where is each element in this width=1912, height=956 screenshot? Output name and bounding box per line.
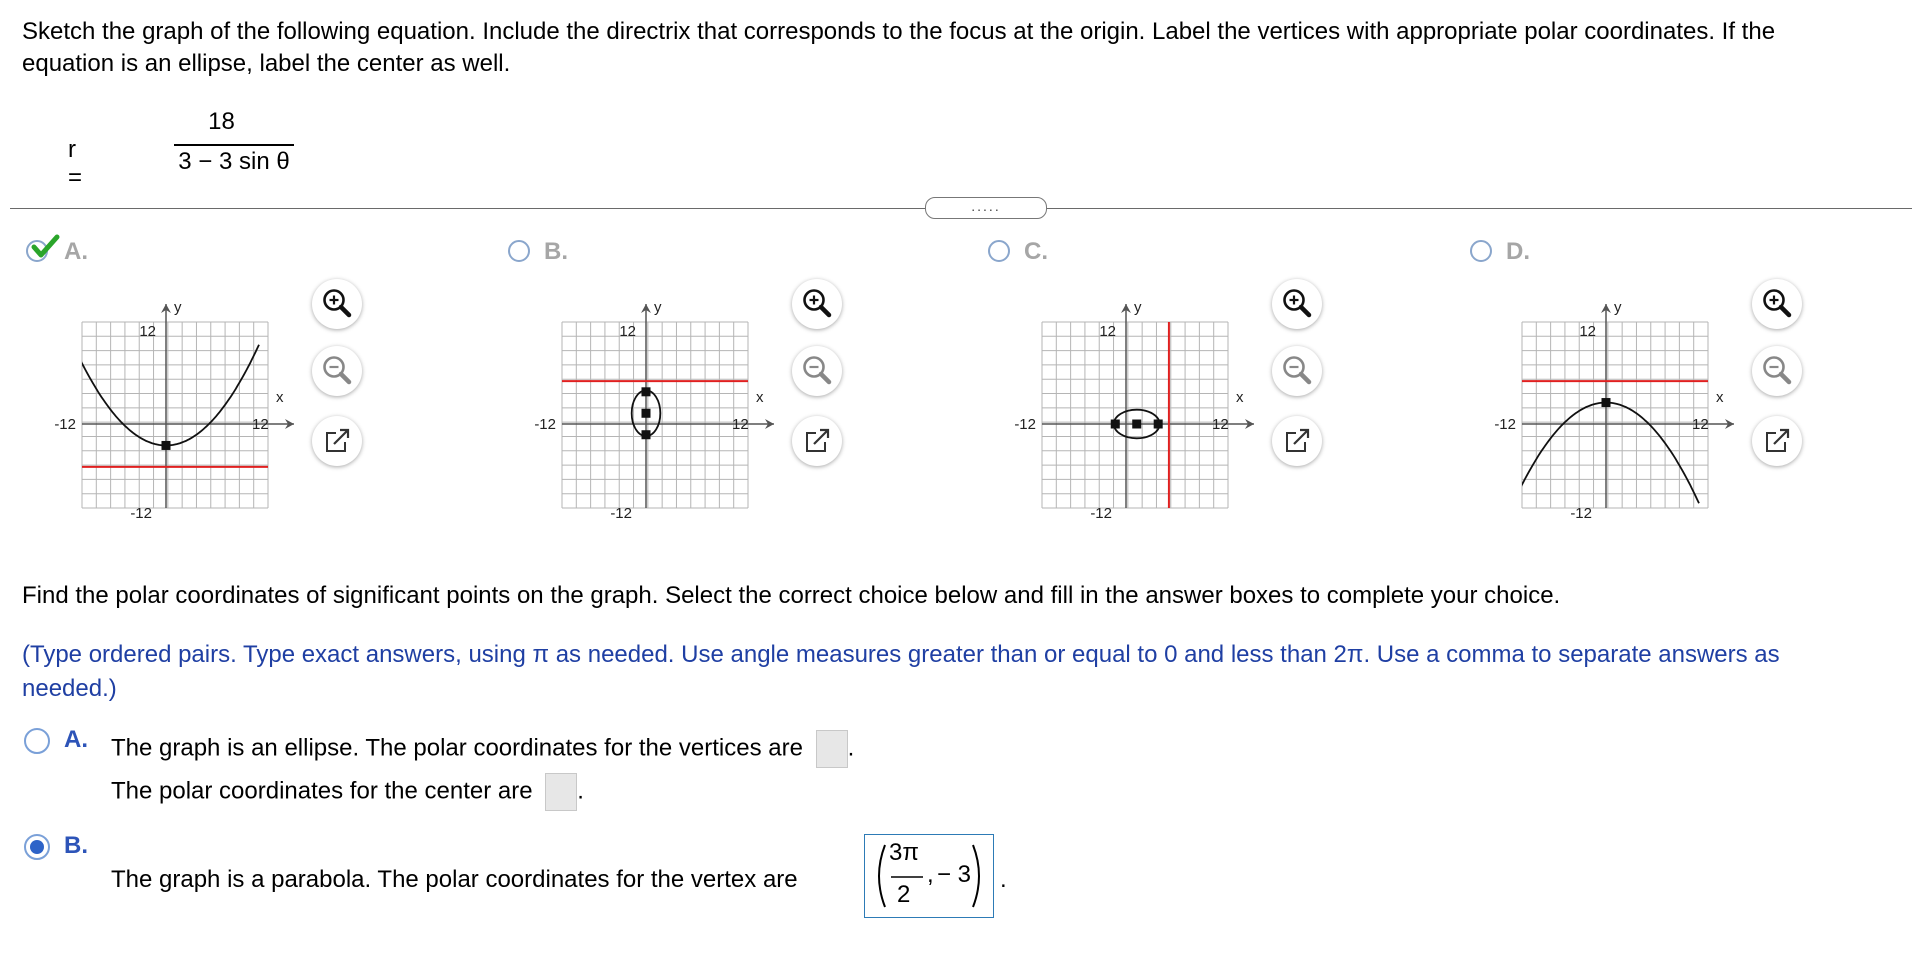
vertex-point [642, 387, 651, 396]
handle [1781, 374, 1789, 382]
graph-option-c[interactable] [1014, 282, 1262, 542]
answer-a-line-2 [111, 773, 584, 811]
x-tick-label: -12 [1014, 416, 1036, 433]
y-axis-label: y [654, 299, 662, 316]
answer-b-text: The graph is a parabola. The polar coordinates for the vertex are [111, 866, 798, 893]
handle [1301, 374, 1309, 382]
y-tick-label: -12 [1090, 505, 1112, 522]
zoom-in-icon-glyph [792, 279, 842, 329]
answer-comma: , [927, 861, 934, 888]
vertex-point [162, 441, 171, 450]
answer-a-text-2: The polar coordinates for the center are [111, 777, 533, 805]
answer-numerator: 3π [889, 839, 919, 866]
zoom-out-icon[interactable] [792, 346, 842, 396]
y-tick-label: -12 [610, 505, 632, 522]
instruction-text: Find the polar coordinates of significant points on the graph. Select the correct choice below and fill in the answer boxes to complete your choice. [22, 582, 1561, 609]
x-tick-label: 12 [1692, 416, 1709, 433]
y-axis-label: y [1134, 299, 1142, 316]
option-c-radio[interactable] [988, 240, 1010, 262]
popout-icon-glyph [1752, 416, 1802, 466]
option-a-label: A. [64, 238, 88, 265]
x-tick-label: -12 [54, 416, 76, 433]
center-input[interactable] [545, 773, 577, 811]
answer-value: − 3 [937, 861, 972, 888]
handle [821, 374, 829, 382]
option-b-radio[interactable] [508, 240, 530, 262]
x-tick-label: 12 [252, 416, 269, 433]
x-axis-label: x [276, 389, 284, 406]
x-tick-label: 12 [732, 416, 749, 433]
vertex-point [1111, 420, 1120, 429]
hint-line-2: needed.) [22, 675, 117, 702]
equation-denominator: 3 − 3 sin θ [178, 148, 290, 175]
x-axis-label: x [1716, 389, 1724, 406]
zoom-in-icon-glyph [312, 279, 362, 329]
period: . [847, 734, 855, 762]
x-axis-label: x [1236, 389, 1244, 406]
x-tick-label: 12 [1212, 416, 1229, 433]
equation-numerator: 18 [208, 108, 235, 135]
popout-icon[interactable] [1752, 416, 1802, 466]
period: . [1000, 866, 1007, 893]
center-point [1132, 420, 1141, 429]
answer-a-label: A. [64, 726, 88, 753]
vertex-point [1154, 420, 1163, 429]
y-tick-label: -12 [1570, 505, 1592, 522]
popout-icon[interactable] [1272, 416, 1322, 466]
check-icon [30, 234, 60, 260]
center-point [642, 409, 651, 418]
zoom-in-icon[interactable] [1752, 279, 1802, 329]
zoom-in-icon[interactable] [792, 279, 842, 329]
zoom-out-icon-glyph [1752, 346, 1802, 396]
zoom-in-icon-glyph [1752, 279, 1802, 329]
question-line-1: Sketch the graph of the following equation. Include the directrix that corresponds to the focus at the origin. Label the vertices with appropriate polar coordinates. If the [22, 18, 1776, 45]
y-tick-label: 12 [619, 323, 636, 340]
zoom-in-icon[interactable] [312, 279, 362, 329]
graph-option-d[interactable] [1494, 282, 1742, 542]
zoom-out-icon[interactable] [312, 346, 362, 396]
answer-a-text-1: The graph is an ellipse. The polar coordinates for the vertices are [111, 734, 803, 762]
answer-denominator: 2 [897, 881, 911, 908]
period: . [577, 777, 584, 805]
zoom-out-icon-glyph [1272, 346, 1322, 396]
handle [341, 307, 349, 315]
answer-b-radio[interactable] [24, 834, 50, 860]
vertex-answer-box[interactable] [864, 834, 994, 918]
option-d-radio[interactable] [1470, 240, 1492, 262]
equation-lhs: r = [68, 136, 83, 191]
y-tick-label: 12 [1579, 323, 1596, 340]
x-tick-label: -12 [1494, 416, 1516, 433]
zoom-in-icon-glyph [1272, 279, 1322, 329]
popout-icon[interactable] [792, 416, 842, 466]
zoom-in-icon[interactable] [1272, 279, 1322, 329]
answer-a-line-1 [111, 730, 854, 768]
zoom-out-icon-glyph [792, 346, 842, 396]
option-d-label: D. [1506, 238, 1530, 265]
answer-format-hint [22, 638, 1912, 706]
answer-a-radio[interactable] [24, 728, 50, 754]
x-axis-label: x [756, 389, 764, 406]
handle [1781, 307, 1789, 315]
handle [821, 307, 829, 315]
question-line-2: equation is an ellipse, label the center as well. [22, 50, 511, 77]
y-tick-label: 12 [139, 323, 156, 340]
y-tick-label: -12 [130, 505, 152, 522]
option-c-label: C. [1024, 238, 1048, 265]
answer-b-label: B. [64, 832, 88, 859]
handle [341, 374, 349, 382]
popout-icon-glyph [1272, 416, 1322, 466]
option-b-label: B. [544, 238, 568, 265]
zoom-out-icon-glyph [312, 346, 362, 396]
zoom-out-icon[interactable] [1272, 346, 1322, 396]
zoom-out-icon[interactable] [1752, 346, 1802, 396]
fraction-bar [174, 144, 294, 146]
popout-icon-glyph [312, 416, 362, 466]
y-axis-label: y [1614, 299, 1622, 316]
popout-icon-glyph [792, 416, 842, 466]
question-text [22, 16, 1912, 80]
hint-line-1: (Type ordered pairs. Type exact answers, using π as needed. Use angle measures greater than or equal to 0 and less than 2π. Use a comma to separate answers as [22, 641, 1780, 668]
handle [1301, 307, 1309, 315]
popout-icon[interactable] [312, 416, 362, 466]
divider-handle[interactable]: ..... [925, 197, 1047, 219]
vertex-point [642, 430, 651, 439]
y-axis-label: y [174, 299, 182, 316]
vertex-point [1602, 398, 1611, 407]
y-tick-label: 12 [1099, 323, 1116, 340]
x-tick-label: -12 [534, 416, 556, 433]
graph-option-b[interactable] [534, 282, 782, 542]
graph-option-a[interactable] [54, 282, 302, 542]
vertices-input[interactable] [816, 730, 848, 768]
